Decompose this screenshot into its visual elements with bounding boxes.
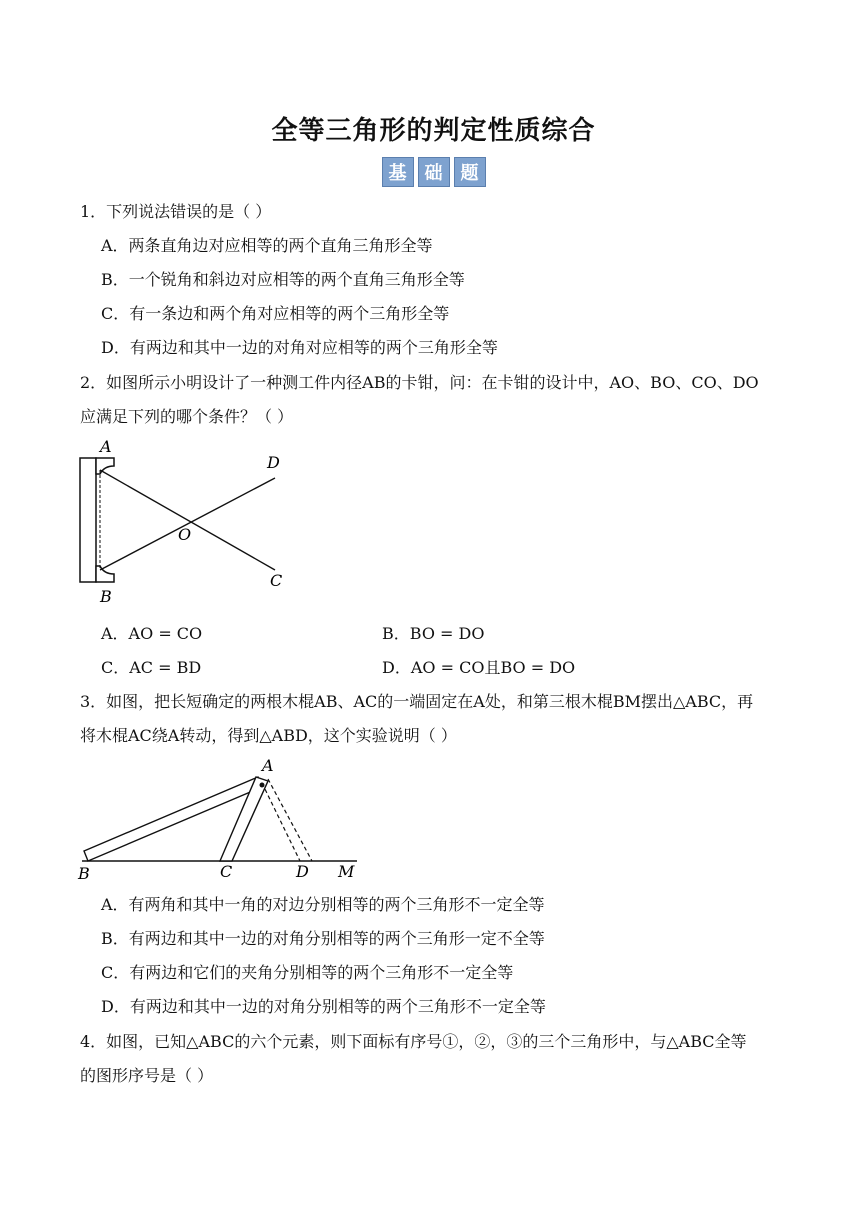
q3-option-d: D．有两边和其中一边的对角分别相等的两个三角形不一定全等 [101, 997, 546, 1016]
label-c: C [220, 862, 233, 881]
q2-stem-line2: 应满足下列的哪个条件？（ ） [80, 407, 294, 426]
label-c: C [270, 571, 283, 590]
q2-option-c: C．AC = BD [101, 658, 202, 677]
q1-option-c: C．有一条边和两个角对应相等的两个三角形全等 [101, 304, 450, 323]
q3-stem-line1: 3．如图，把长短确定的两根木棍AB、AC的一端固定在A处，和第三根木棍BM摆出△ABC，再 [80, 692, 754, 711]
q3-option-a: A．有两角和其中一角的对边分别相等的两个三角形不一定全等 [101, 895, 545, 914]
q2-stem-line1: 2．如图所示小明设计了一种测工件内径AB的卡钳，问：在卡钳的设计中，AO、BO、CO、DO [80, 373, 759, 392]
q4-stem-line1: 4．如图，已知△ABC的六个元素，则下面标有序号①，②，③的三个三角形中，与△ABC全等 [80, 1032, 747, 1051]
q3-option-c: C．有两边和它们的夹角分别相等的两个三角形不一定全等 [101, 963, 514, 982]
caliper-hook-bottom [96, 566, 114, 582]
stick-ad-right [268, 779, 312, 861]
label-m: M [338, 862, 355, 881]
segment-bd [100, 478, 275, 570]
badge-char: 础 [418, 157, 450, 187]
badge-char: 题 [454, 157, 486, 187]
label-a: A [262, 757, 274, 775]
pivot-a [260, 783, 265, 788]
q1-option-b: B．一个锐角和斜边对应相等的两个直角三角形全等 [101, 270, 465, 289]
label-b: B [78, 864, 90, 883]
section-badge [0, 157, 867, 187]
q2-option-a: A．AO = CO [101, 624, 203, 643]
q1-option-d: D．有两边和其中一边的对角对应相等的两个三角形全等 [101, 338, 498, 357]
page-title: 全等三角形的判定性质综合 [271, 116, 596, 146]
q4-stem-line2: 的图形序号是（ ） [80, 1066, 214, 1085]
caliper-figure [70, 436, 300, 608]
caliper-hook-top [96, 458, 114, 474]
label-o: O [178, 525, 192, 544]
sticks-figure [72, 757, 372, 885]
q1-stem: 1．下列说法错误的是（ ） [80, 202, 272, 221]
q2-option-d: D．AO = CO且BO = DO [382, 658, 576, 677]
badge-char: 基 [382, 157, 414, 187]
segment-ac [100, 470, 275, 570]
q2-option-b: B．BO = DO [382, 624, 485, 643]
label-d: D [267, 453, 280, 472]
label-d: D [296, 862, 309, 881]
caliper-bar [80, 458, 96, 582]
label-a: A [100, 437, 112, 456]
label-b: B [100, 587, 112, 606]
q3-option-b: B．有两边和其中一边的对角分别相等的两个三角形一定不全等 [101, 929, 545, 948]
q1-option-a: A．两条直角边对应相等的两个直角三角形全等 [101, 236, 433, 255]
stick-ad-left [262, 783, 300, 861]
q3-stem-line2: 将木棍AC绕A转动，得到△ABD，这个实验说明（ ） [80, 726, 457, 745]
